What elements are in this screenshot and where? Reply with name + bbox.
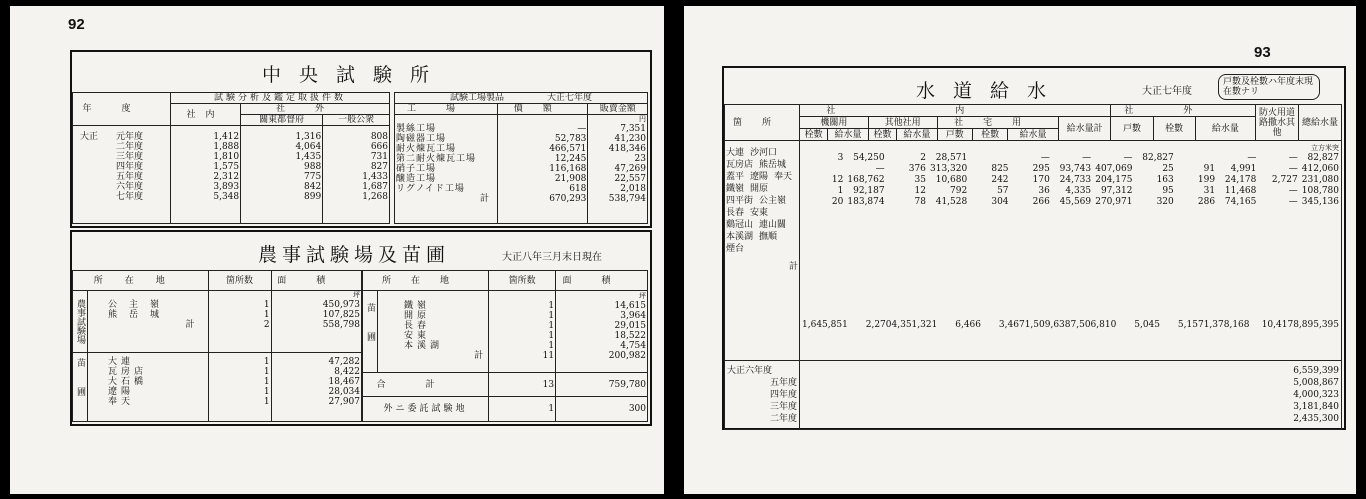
summary-label: 五年度: [769, 378, 797, 388]
data-cell: 31: [1203, 186, 1216, 196]
summary-total: 4,000,323: [1293, 390, 1339, 400]
summary-labels: [725, 361, 800, 430]
area-unit: 坪: [353, 291, 360, 299]
area-cell: 29,015: [614, 321, 646, 331]
data-cell: 97,312: [1100, 186, 1133, 196]
col-inner: 社内: [800, 105, 1111, 117]
count-cell: 2: [263, 320, 270, 330]
place-cell: 開原: [404, 311, 431, 321]
data-cell: 1,378,168: [1203, 320, 1250, 330]
data-cell: 28,571: [935, 153, 968, 163]
col-count: 箇所数: [208, 271, 271, 291]
factory-name: 製絲工場: [396, 124, 437, 134]
central-lab-title: 中央試験所: [262, 64, 448, 86]
water-table: [724, 104, 1342, 430]
col-machine: 機關用: [800, 117, 869, 129]
factory-name: 耐火煉瓦工場: [396, 144, 457, 154]
data-cell: 4,991: [1230, 164, 1257, 174]
right-areas: [556, 291, 648, 373]
data-cell: 11,468: [1224, 186, 1257, 196]
group2-areas: [271, 353, 361, 422]
factory-name: 醸造工場: [396, 174, 437, 184]
water-grid: [802, 153, 1339, 208]
value-cell: 1,888: [213, 142, 240, 152]
inner-values: [171, 126, 241, 224]
data-cell: 1: [837, 186, 844, 196]
sub-total: 給水量計: [1058, 117, 1111, 141]
data-cell: [967, 153, 1008, 164]
value-cell: 618: [569, 184, 587, 194]
sub-house: 戸數: [937, 129, 972, 141]
summary-label: 計: [788, 262, 798, 272]
analysis-table: [72, 92, 390, 224]
data-cell: 24,733: [1059, 175, 1092, 185]
value-cell: 988: [304, 162, 322, 172]
data-cell: 345,136: [1301, 197, 1339, 207]
data-cell: 4,335: [1065, 186, 1092, 196]
year-cell: 元年度: [116, 132, 144, 142]
data-cell: 24,178: [1224, 175, 1257, 185]
data-cell: —: [1288, 164, 1298, 174]
sub-tap: 栓數: [800, 129, 828, 141]
value-cell: —: [577, 124, 587, 134]
col-area: 面積: [556, 271, 648, 291]
summary-label: 三年度: [769, 402, 797, 412]
other-area: 300: [556, 397, 648, 422]
page-number: 92: [68, 16, 85, 33]
summary-label: 大正六年度: [727, 366, 773, 376]
area-unit: 坪: [639, 292, 646, 300]
sub-house: 戸數: [1111, 117, 1153, 141]
summary-total: 6,559,399: [1293, 366, 1339, 376]
area-cell: 558,798: [322, 320, 360, 330]
place-cell: 奉天: [108, 397, 135, 407]
place-cell: 大連: [108, 357, 135, 367]
value-cell: 1,575: [213, 162, 240, 172]
count-cell: 1: [263, 300, 270, 310]
data-cell: 204,175: [1095, 175, 1133, 185]
data-cell: 54,250: [853, 153, 885, 163]
count-cell: 11: [542, 351, 555, 361]
place-cell: 開原: [750, 184, 769, 194]
place-cell: 公主嶺: [759, 196, 787, 206]
data-cell: 170: [1032, 175, 1050, 185]
group1-counts: [208, 291, 271, 353]
data-cell: 2,270: [865, 320, 892, 330]
data-cell: 1,645,851: [802, 320, 848, 330]
data-cell: 2: [920, 153, 926, 163]
place-cell: 奉天: [774, 172, 793, 182]
data-cell: 7,506,810: [1070, 320, 1117, 330]
col-fire: 防火用道路撒水其他: [1256, 105, 1299, 141]
count-cell: 1: [263, 377, 270, 387]
yen-unit: 円: [639, 115, 646, 123]
data-cell: 82,827: [1307, 153, 1339, 163]
col-value: 價額: [498, 104, 588, 115]
area-cell: 450,973: [322, 300, 360, 310]
col-total: 總給水量: [1299, 105, 1342, 141]
factory-header: 試験工場製品: [450, 93, 505, 103]
data-cell: 231,080: [1301, 175, 1339, 185]
data-cell: [802, 164, 843, 175]
value-cell: 666: [370, 142, 388, 152]
place-cell: 鐵嶺: [726, 184, 745, 194]
sub-amount: 給水量: [1195, 117, 1255, 141]
data-cell: 1,509,638: [1024, 320, 1071, 330]
summary-total: 5,008,867: [1293, 378, 1339, 388]
data-cell: 242: [991, 175, 1009, 185]
value-cell: 2,018: [620, 184, 646, 194]
place-cell: 本溪湖: [726, 232, 754, 242]
area-cell: 4,754: [620, 341, 646, 351]
col-outer: 社外: [1111, 105, 1256, 117]
summary-total: 2,435,300: [1293, 414, 1339, 424]
col-sales: 販賣金額: [588, 104, 648, 115]
data-cell: 6,466: [955, 320, 981, 330]
count-cell: 1: [263, 387, 270, 397]
col-place: 所在地: [363, 271, 489, 291]
agri-title: 農事試験場及苗圃: [258, 244, 451, 266]
place-cell: 瓦房店: [108, 367, 148, 377]
place-cell: 撫順: [759, 232, 778, 242]
place-cell: 計: [185, 320, 207, 330]
group1-places: [88, 291, 209, 353]
sub-amount: 給水量: [828, 129, 868, 141]
water-data: [800, 141, 1342, 361]
col-factory: 工場: [395, 104, 498, 115]
factory-name: 陶磁器工場: [396, 134, 447, 144]
data-cell: 57: [997, 186, 1009, 196]
data-cell: 3: [837, 153, 844, 163]
sub-tap: 栓數: [868, 129, 896, 141]
data-cell: 36: [1038, 186, 1050, 196]
year-cell: 二年度: [116, 142, 144, 152]
group1-areas: [271, 291, 361, 353]
data-cell: 10,417: [1261, 320, 1294, 330]
data-cell: 376: [908, 164, 926, 174]
area-cell: 14,615: [614, 301, 646, 311]
value-cell: 1,433: [362, 172, 388, 182]
data-cell: 41,528: [935, 197, 968, 207]
place-cell: 瓦房店: [726, 160, 754, 170]
footer-row: [802, 320, 1339, 330]
data-cell: —: [875, 164, 885, 174]
gov-header: 關東都督府: [241, 115, 323, 126]
data-cell: 108,780: [1301, 186, 1339, 196]
data-cell: 5,157: [1177, 320, 1204, 330]
right-page: [684, 6, 1356, 494]
place-cell: 計: [474, 351, 488, 361]
other-label: 外ニ委託試験地: [363, 397, 489, 422]
left-page: [10, 6, 664, 494]
factory-names: [395, 115, 498, 224]
factory-values: [498, 115, 588, 224]
area-cell: 18,467: [328, 377, 360, 387]
value-cell: 12,245: [554, 154, 587, 164]
data-cell: 286: [1197, 197, 1216, 207]
value-cell: 116,168: [549, 164, 587, 174]
data-cell: 12: [914, 186, 926, 196]
public-header: 一般公衆: [323, 115, 390, 126]
factory-table: [394, 92, 648, 224]
group1-label: 農事試験場: [73, 291, 88, 353]
data-cell: —: [1123, 153, 1133, 163]
water-box: [722, 66, 1346, 430]
value-cell: 1,412: [213, 132, 240, 142]
value-cell: 1,687: [362, 182, 388, 192]
grand-area: 759,780: [556, 373, 648, 397]
area-cell: 18,522: [614, 331, 646, 341]
data-cell: —: [1288, 153, 1298, 163]
grand-count: 13: [489, 373, 556, 397]
col-area: 面積: [271, 271, 361, 291]
value-cell: 466,571: [549, 144, 587, 154]
value-cell: 418,346: [608, 144, 646, 154]
data-cell: 3,467: [998, 320, 1025, 330]
data-cell: 35: [914, 175, 926, 185]
data-cell: 313,320: [930, 164, 968, 174]
value-cell: 808: [370, 132, 388, 142]
summary-label: 四年度: [769, 390, 797, 400]
summary-totals: [800, 361, 1342, 430]
col-count: 箇所数: [489, 271, 556, 291]
right-group-label: 苗圃: [363, 291, 378, 373]
sub-tap: 栓數: [1153, 117, 1195, 141]
area-cell: 27,907: [328, 397, 360, 407]
group2-places: [88, 353, 209, 422]
value-cell: 3,893: [213, 182, 240, 192]
year-cell: 七年度: [116, 192, 144, 202]
place-cell: 公主嶺: [108, 300, 172, 310]
data-cell: 45,569: [1059, 197, 1092, 207]
value-cell: 731: [370, 152, 388, 162]
value-cell: 5,348: [213, 192, 240, 202]
col-place: 所在地: [73, 271, 209, 291]
value-cell: 1,435: [295, 152, 322, 162]
data-cell: 92,187: [853, 186, 885, 196]
factory-name: 硝子工場: [396, 164, 437, 174]
data-cell: 792: [950, 186, 968, 196]
count-cell: 1: [263, 397, 270, 407]
data-cell: [1174, 153, 1215, 164]
place-cell: 長春: [404, 321, 431, 331]
grand-total-label: 合計: [363, 373, 489, 397]
place-cell: 熊岳城: [759, 160, 787, 170]
year-cell: 五年度: [116, 172, 144, 182]
area-cell: 28,034: [328, 387, 360, 397]
data-cell: 412,060: [1301, 164, 1339, 174]
place-cell: 蓋平: [726, 172, 745, 182]
sub-amount: 給水量: [1008, 129, 1059, 141]
water-title: 水道給水: [916, 80, 1065, 102]
value-cell: 52,783: [554, 134, 587, 144]
place-cell: 煙台: [726, 244, 745, 254]
value-cell: 899: [304, 192, 322, 202]
place-cell: 大石橋: [108, 377, 148, 387]
value-cell: 842: [304, 182, 322, 192]
water-note: 戸數及栓數ハ年度末現在數ナリ: [1218, 74, 1320, 100]
data-cell: 295: [1032, 164, 1050, 174]
data-cell: 320: [1156, 197, 1174, 207]
value-cell: 21,908: [554, 174, 587, 184]
area-cell: 3,964: [620, 311, 646, 321]
value-cell: 827: [370, 162, 388, 172]
other-count: 1: [489, 397, 556, 422]
place-cell: 鐵嶺: [404, 301, 431, 311]
area-cell: 47,282: [328, 357, 360, 367]
data-cell: 10,680: [935, 175, 968, 185]
data-cell: 2,727: [1271, 175, 1298, 185]
data-cell: —: [1082, 153, 1092, 163]
count-cell: 1: [548, 341, 555, 351]
data-cell: 825: [991, 164, 1009, 174]
data-cell: 270,971: [1095, 197, 1133, 207]
data-cell: —: [1247, 153, 1257, 163]
group2-counts: [208, 353, 271, 422]
data-cell: —: [1040, 153, 1050, 163]
data-cell: 93,743: [1059, 164, 1092, 174]
value-cell: 22,557: [614, 174, 646, 184]
area-cell: 107,825: [322, 310, 360, 320]
data-cell: 5,045: [1134, 320, 1160, 330]
data-cell: 20: [831, 197, 844, 207]
place-cell: 鷄冠山: [726, 220, 754, 230]
water-period: 大正七年度: [1142, 86, 1192, 97]
group2-label: 苗圃: [73, 353, 88, 422]
factory-name: 第二耐火煉瓦工場: [396, 154, 477, 164]
year-cell: 六年度: [116, 182, 144, 192]
data-cell: —: [1288, 197, 1298, 207]
value-cell: 1,810: [213, 152, 240, 162]
year-list: [116, 132, 169, 202]
place-cell: 沙河口: [750, 148, 778, 158]
factory-sales: [588, 115, 648, 224]
value-cell: 7,351: [620, 124, 646, 134]
central-lab-box: [70, 50, 652, 228]
data-cell: 199: [1197, 175, 1216, 185]
data-cell: 407,069: [1095, 164, 1133, 174]
value-cell: 1,316: [295, 132, 322, 142]
count-cell: 1: [263, 310, 270, 320]
right-places: [378, 291, 489, 373]
count-cell: 1: [548, 321, 555, 331]
place-cell: 長春: [726, 208, 745, 218]
place-cell: 遼陽: [750, 172, 769, 182]
value-cell: 41,230: [614, 134, 646, 144]
data-cell: —: [1288, 186, 1298, 196]
era-label: 大正: [80, 132, 99, 142]
value-cell: 47,269: [614, 164, 646, 174]
total-value: 670,293: [549, 194, 587, 204]
public-values: [323, 126, 390, 224]
count-cell: 1: [548, 311, 555, 321]
agri-box: [70, 230, 652, 426]
value-cell: 23: [634, 154, 646, 164]
summary-label: 二年度: [769, 414, 797, 424]
analysis-header: 試験分析及鑑定取扱件数: [171, 93, 390, 104]
data-cell: 4,351,321: [891, 320, 938, 330]
total-label: 計: [479, 194, 490, 204]
year-header: 年度: [73, 93, 171, 126]
data-cell: 78: [914, 197, 926, 207]
place-cell: 遼陽: [108, 387, 135, 397]
data-cell: 163: [1156, 175, 1174, 185]
sub-amount: 給水量: [897, 129, 937, 141]
data-cell: 91: [1203, 164, 1216, 174]
place-cell: 安東: [404, 331, 431, 341]
inner-header: 社内: [171, 104, 241, 126]
value-cell: 1,268: [362, 192, 388, 202]
area-cell: 200,982: [608, 351, 646, 361]
col-house: 社宅用: [937, 117, 1058, 129]
agri-date: 大正八年三月末日現在: [502, 252, 602, 263]
place-cell: 安東: [750, 208, 769, 218]
place-cell: 大連: [726, 148, 745, 158]
data-cell: 12: [831, 175, 844, 185]
data-cell: 266: [1032, 197, 1050, 207]
right-counts: [489, 291, 556, 373]
count-cell: 1: [263, 357, 270, 367]
data-cell: 304: [991, 197, 1009, 207]
value-cell: 775: [304, 172, 322, 182]
count-cell: 1: [263, 367, 270, 377]
year-cell: 四年度: [116, 162, 144, 172]
col-other: 其他社用: [868, 117, 937, 129]
data-cell: 74,165: [1224, 197, 1257, 207]
summary-total: 3,181,840: [1293, 402, 1339, 412]
agri-right-table: [362, 270, 648, 422]
data-cell: 8,895,395: [1293, 320, 1339, 330]
data-cell: 168,762: [847, 175, 885, 185]
place-cell: 本溪湖: [404, 341, 444, 351]
place-cell: 熊岳城: [108, 310, 172, 320]
data-cell: 183,874: [847, 197, 885, 207]
total-sales: 538,794: [608, 194, 646, 204]
water-unit: 立方米突: [1311, 144, 1339, 152]
outer-header: 社外: [241, 104, 390, 115]
page-number: 93: [1254, 44, 1271, 61]
count-cell: 1: [548, 331, 555, 341]
sub-tap: 栓數: [972, 129, 1007, 141]
data-cell: 95: [1162, 186, 1174, 196]
data-cell: 25: [1162, 164, 1174, 174]
value-cell: 2,312: [213, 172, 240, 182]
year-cell: 三年度: [116, 152, 144, 162]
value-cell: 4,064: [295, 142, 322, 152]
gov-values: [241, 126, 323, 224]
factory-name: リグノイド工場: [396, 184, 465, 194]
place-cell: 四平街: [726, 196, 754, 206]
area-cell: 8,422: [334, 367, 360, 377]
place-cell: 連山關: [759, 220, 787, 230]
factory-period: 大正七年度: [546, 93, 592, 103]
agri-left-table: [72, 270, 362, 422]
data-cell: 82,827: [1142, 153, 1174, 163]
count-cell: 1: [548, 301, 555, 311]
place-list: [725, 141, 800, 361]
col-place: 箇所: [725, 105, 800, 141]
